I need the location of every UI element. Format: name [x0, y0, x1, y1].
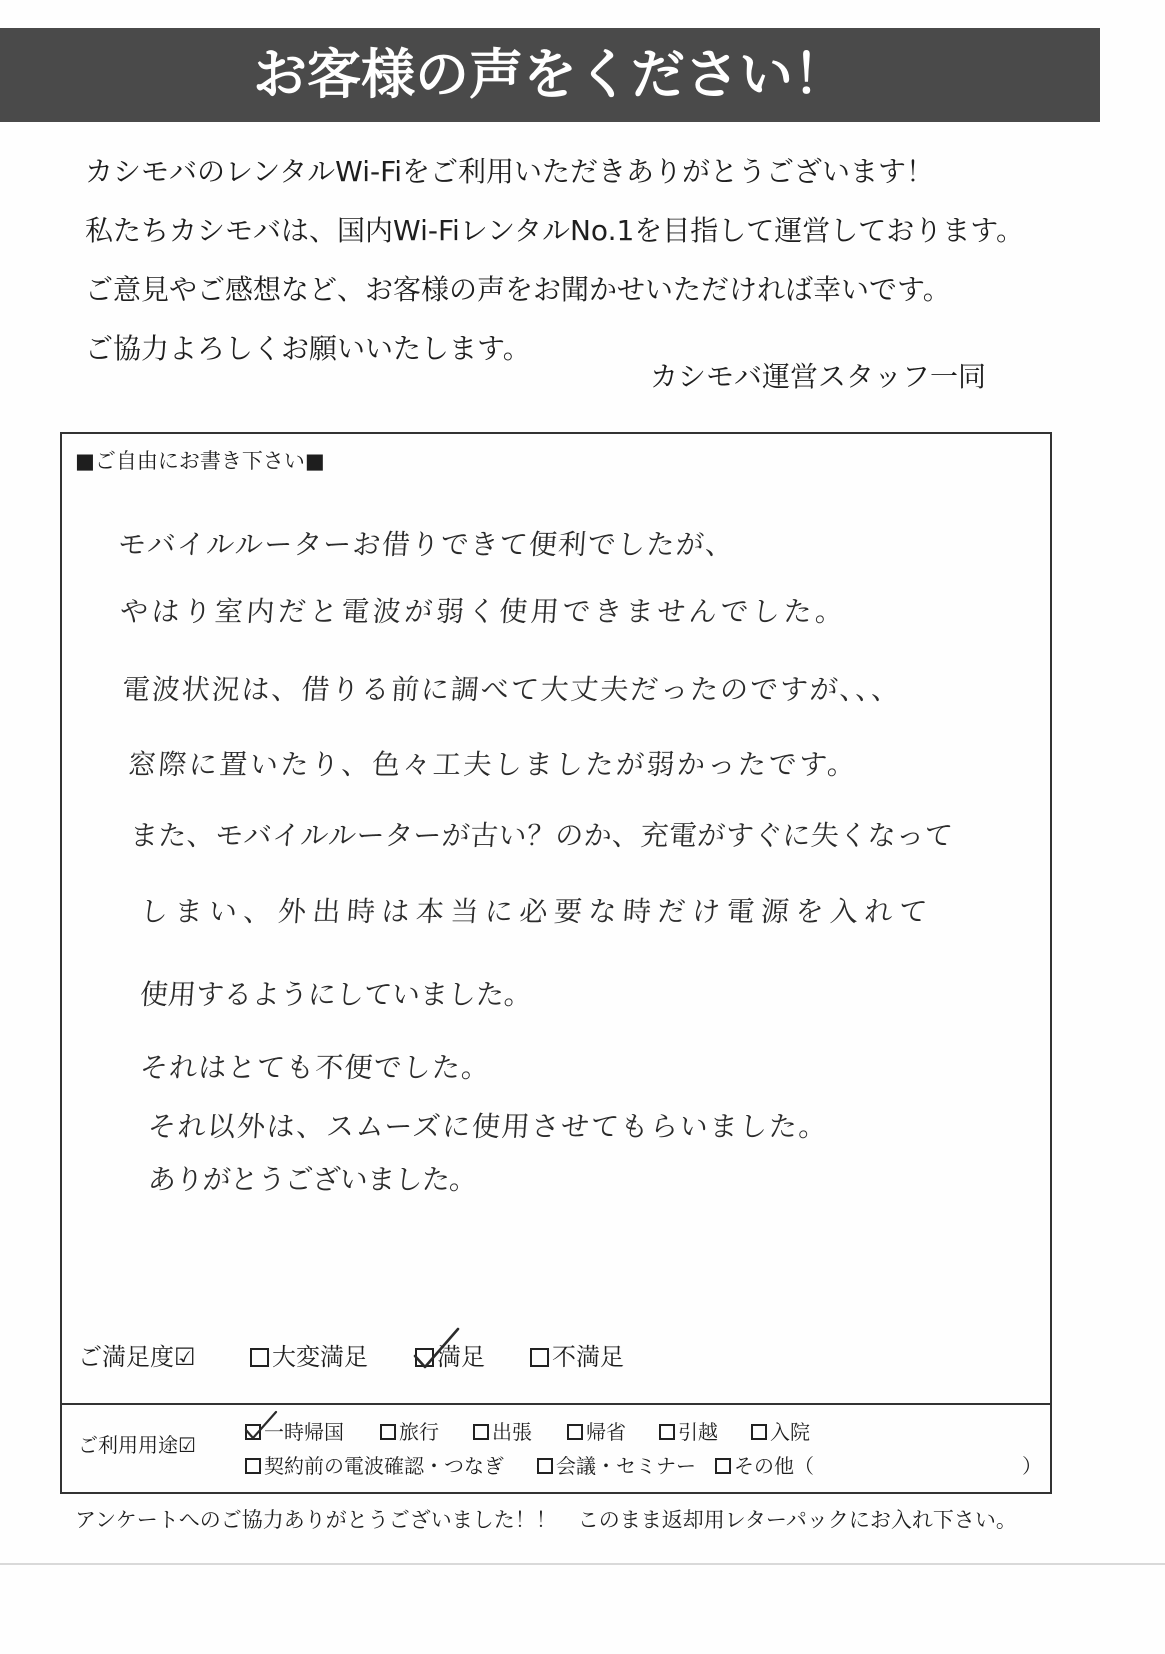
satisfaction-option-satisfied[interactable] [415, 1342, 485, 1372]
section-divider [62, 1403, 1050, 1405]
usage-option-temporary-return[interactable] [245, 1419, 344, 1445]
option-label: 帰省 [586, 1420, 626, 1444]
option-label: 入院 [770, 1420, 810, 1444]
satisfaction-option-very-satisfied[interactable] [250, 1342, 368, 1372]
checkbox[interactable] [473, 1424, 489, 1440]
intro-line: カシモバのレンタルWi-Fiをご利用いただきありがとうございます！ [85, 155, 934, 188]
footer-note: アンケートへのご協力ありがとうございました！！ このまま返却用レターパックにお入れ下さい。 [75, 1508, 1017, 1532]
satisfaction-option-dissatisfied[interactable] [530, 1342, 624, 1372]
handwritten-line: モバイルルーターお借りできて便利でしたが、 [116, 528, 736, 561]
intro-line: 私たちカシモバは、国内Wi-FiレンタルNo.1を目指して運営しております。 [85, 214, 1025, 247]
checkbox[interactable] [567, 1424, 583, 1440]
checkbox[interactable] [751, 1424, 767, 1440]
handwritten-line: やはり室内だと電波が弱く使用できませんでした。 [118, 595, 849, 628]
checkbox[interactable] [415, 1348, 434, 1367]
checkbox[interactable] [537, 1458, 553, 1474]
usage-option-signal-check[interactable] [245, 1453, 504, 1479]
usage-option-business-trip[interactable] [473, 1419, 532, 1445]
option-label: 大変満足 [272, 1343, 368, 1371]
handwritten-line: 窓際に置いたり、色々工夫しましたが弱かったです。 [126, 748, 859, 781]
option-label: 会議・セミナー [556, 1454, 696, 1478]
usage-label: ご利用用途☑ [78, 1433, 196, 1457]
usage-option-travel[interactable] [380, 1419, 439, 1445]
comment-box [60, 432, 1052, 1494]
handwritten-line: 使用するようにしていました。 [138, 978, 534, 1011]
option-label: 不満足 [552, 1343, 624, 1371]
intro-paragraph [85, 142, 1024, 378]
handwritten-line: また、モバイルルーターが古い？のか、充電がすぐに失くなって [128, 819, 955, 852]
page-title: お客様の声をください！ [253, 43, 847, 106]
option-label: 引越 [678, 1420, 718, 1444]
check-mark-icon [244, 1410, 278, 1440]
usage-option-homecoming[interactable] [567, 1419, 626, 1445]
usage-option-other[interactable] [715, 1453, 814, 1479]
satisfaction-label: ご満足度☑ [78, 1343, 196, 1371]
scan-edge-line [0, 1563, 1165, 1565]
handwritten-line: しまい、外出時は本当に必要な時だけ電源を入れて [138, 895, 935, 928]
usage-option-hospitalization[interactable] [751, 1419, 810, 1445]
handwritten-line: それはとても不便でした。 [138, 1051, 492, 1084]
comment-heading: ■ご自由にお書き下さい■ [75, 449, 325, 473]
checkbox[interactable] [245, 1424, 261, 1440]
other-closing-paren: ） [1022, 1454, 1042, 1478]
option-label: 出張 [492, 1420, 532, 1444]
option-label: 契約前の電波確認・つなぎ [264, 1454, 504, 1478]
staff-signature: カシモバ運営スタッフ一同 [650, 360, 987, 393]
usage-option-moving[interactable] [659, 1419, 718, 1445]
option-label: 満足 [437, 1343, 485, 1371]
checkbox[interactable] [530, 1348, 549, 1367]
checkbox[interactable] [250, 1348, 269, 1367]
header-bar [0, 28, 1100, 122]
handwritten-line: それ以外は、スムーズに使用させてもらいました。 [146, 1110, 830, 1143]
option-label: その他（ [734, 1454, 814, 1478]
handwritten-line: ありがとうございました。 [146, 1163, 479, 1196]
handwritten-line: 電波状況は、借りる前に調べて大丈夫だったのですが、、、 [120, 673, 903, 706]
checkbox[interactable] [380, 1424, 396, 1440]
checkbox[interactable] [245, 1458, 261, 1474]
option-label: 一時帰国 [264, 1420, 344, 1444]
checkbox[interactable] [715, 1458, 731, 1474]
intro-line: ご協力よろしくお願いいたします。 [85, 332, 531, 365]
intro-line: ご意見やご感想など、お客様の声をお聞かせいただければ幸いです。 [85, 273, 951, 306]
usage-option-meeting-seminar[interactable] [537, 1453, 696, 1479]
checkbox[interactable] [659, 1424, 675, 1440]
option-label: 旅行 [399, 1420, 439, 1444]
check-mark-icon [412, 1326, 460, 1370]
